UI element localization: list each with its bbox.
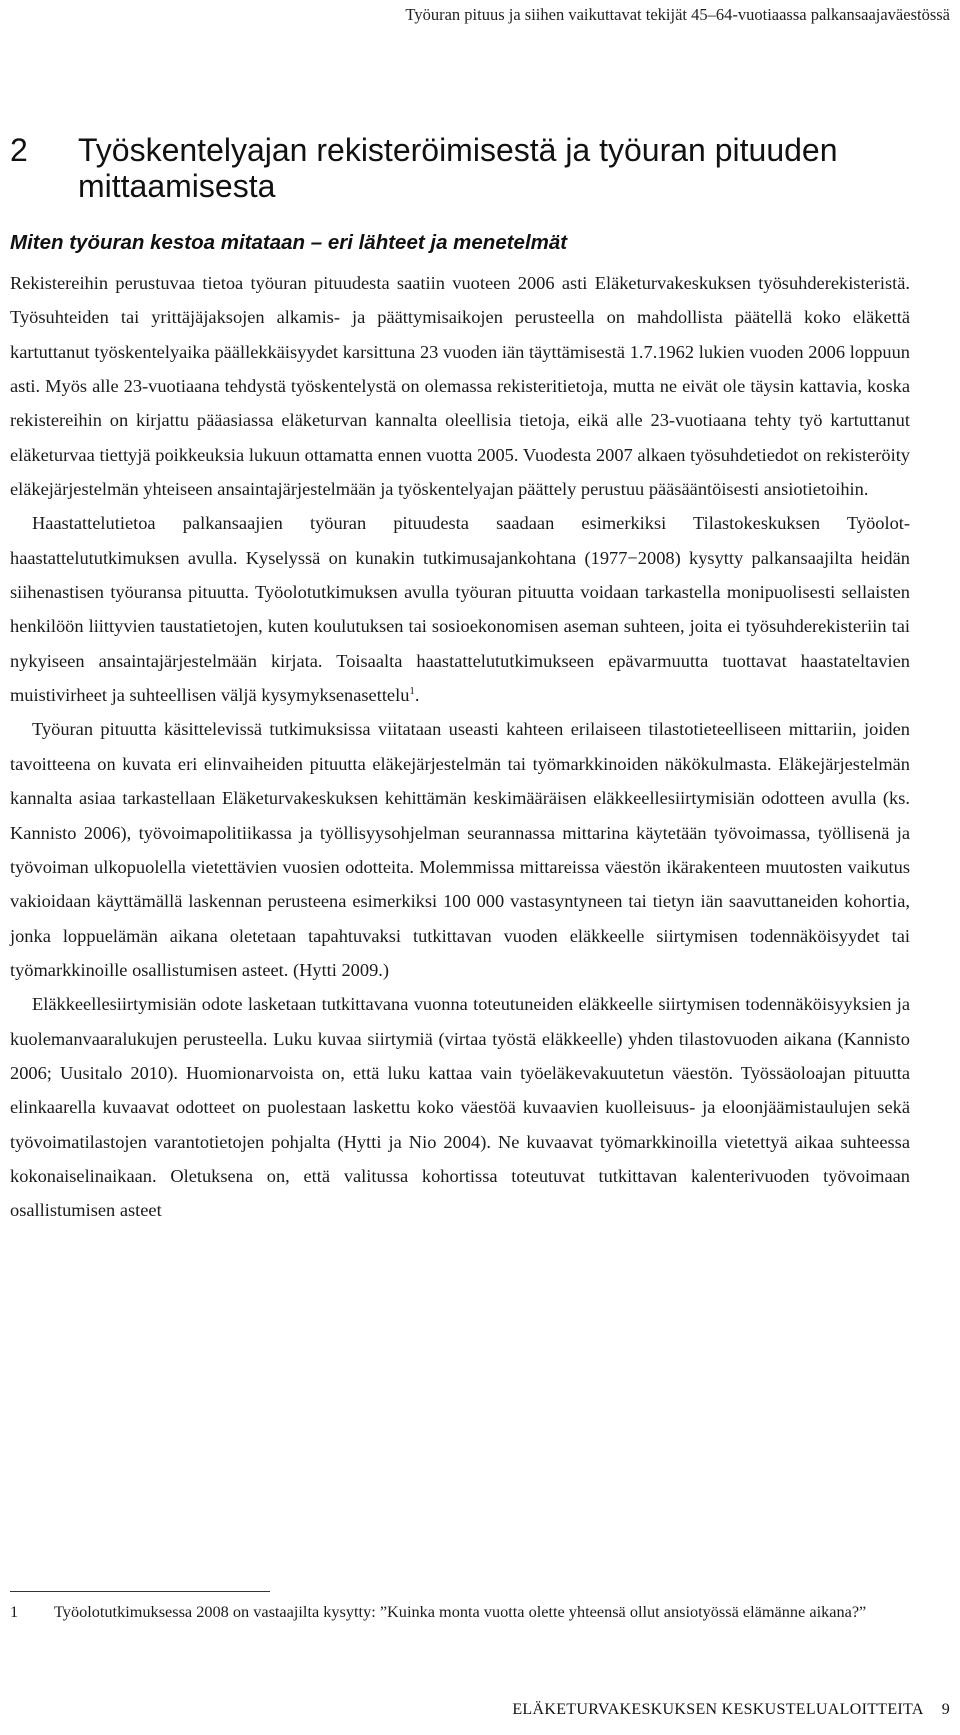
chapter-number: 2 xyxy=(10,132,28,168)
paragraph-3 xyxy=(10,712,910,987)
chapter-heading xyxy=(10,132,910,204)
section-heading: Miten työuran kestoa mitataan – eri lähteet ja menetelmät xyxy=(10,231,568,254)
chapter-title: Työskentelyajan rekisteröimisestä ja työuran pituuden mittaamisesta xyxy=(78,132,838,204)
paragraph-4-text: Eläkkeellesiirtymisiän odote lasketaan tutkittavana vuonna toteutuneiden eläkkeelle siirtymisen todennäköisyyksien ja kuolemanvaaralukujen perusteella. Luku kuvaa siirtymiä (virtaa työstä eläkkeelle) yhden tilastovuoden aikana (Kannisto 2006; Uusitalo 2010). Huomionarvoista on, että luku kattaa vain työeläkevakuutetun väestön. Työssäoloajan pituutta elinkaarella kuvaavat odotteet on puolestaan laskettu koko väestöä kuvaavien kuolleisuus- ja eloonjäämistaulujen sekä työvoimatilastojen varantotietojen pohjalta (Hytti ja Nio 2004). Ne kuvaavat työmarkkinoilla vietettyä aikaa suhteessa kokonaiselinaikaan. Oletuksena on, että valitussa kohortissa toteutuvat tutkittavan kalenterivuoden työvoimaan osallistumisen asteet xyxy=(10,994,910,1221)
page-footer xyxy=(512,1695,950,1725)
footnote-text: Työolotutkimuksessa 2008 on vastaajilta kysytty: ”Kuinka monta vuotta olette yhteensä ollut ansiotyössä elämänne aikana?” xyxy=(54,1602,867,1621)
footnote-reference: 1 xyxy=(409,685,415,697)
footnote xyxy=(10,1600,910,1623)
paragraph-1-text: Rekistereihin perustuvaa tietoa työuran pituudesta saatiin vuoteen 2006 asti Eläketurvakeskuksen työsuhderekisteristä. Työsuhteiden tai yrittäjäjaksojen alkamis- ja päättymisaikojen perusteella on mahdollista päätellä koko eläkettä kartuttanut työskentelyaika päällekkäisyydet karsittuna 23 vuoden iän täyttämisestä 1.7.1962 lukien vuoden 2006 loppuun asti. Myös alle 23-vuotiaana tehdystä työskentelystä on olemassa rekisteritietoja, mutta ne eivät ole täysin kattavia, koska rekistereihin on kirjattu pääasiassa eläketurvan kannalta oleellisia tietoja, eikä alle 23-vuotiaana tehty työ kartuttanut eläketurvaa tiettyjä poikkeuksia lukuun ottamatta ennen vuotta 2005. Vuodesta 2007 alkaen työsuhdetiedot on rekisteröity eläkejärjestelmän yhteiseen ansaintajärjestelmään ja työskentelyajan päättely perustuu pääsääntöisesti ansiotietoihin. xyxy=(10,273,910,500)
running-header: Työuran pituus ja siihen vaikuttavat tekijät 45–64-vuotiaassa palkansaajaväestössä xyxy=(405,5,950,24)
paragraph-2: Haastattelutietoa palkansaajien työuran pituudesta saadaan esimerkiksi Tilastokeskuksen Työolot-haastattelututkimuksen avulla. Kyselyssä on kunakin tutkimusajankohtana (1977−2008) kysytty palkansaajilta heidän siihenastisen työuransa pituutta. Työolotutkimuksen avulla työuran pituutta voidaan tarkastella monipuolisesti sellaisten henkilöön liittyvien taustatietojen, kuten koulutuksen tai sosioekonomisen aseman suhteen, joita ei työsuhderekisteriin tai nykyiseen ansaintajärjestelmään kirjata. Toisaalta haastattelututkimukseen epävarmuutta tuottavat haastateltavien muistivirheet ja suhteellisen väljä kysymyksenasettelu$^1$. xyxy=(10,513,910,706)
paragraph-1 xyxy=(10,266,910,506)
body-text xyxy=(10,266,910,1228)
footer-series-title: ELÄKETURVAKESKUKSEN KESKUSTELUALOITTEITA xyxy=(512,1701,924,1718)
paragraph-2-text: Haastattelutietoa palkansaajien työuran pituudesta saadaan esimerkiksi Tilastokeskuksen Työolot-haastattelututkimuksen avulla. Kyselyssä on kunakin tutkimusajankohtana (1977−2008) kysytty palkansaajilta heidän siihenastisen työuransa pituutta. Työolotutkimuksen avulla työuran pituutta voidaan tarkastella monipuolisesti sellaisten henkilöön liittyvien taustatietojen, kuten koulutuksen tai sosioekonomisen aseman suhteen, joita ei työsuhderekisteriin tai nykyiseen ansaintajärjestelmään kirjata. Toisaalta haastattelututkimukseen epävarmuutta tuottavat haastateltavien muistivirheet ja suhteellisen väljä kysymyksenasettelu xyxy=(10,513,910,706)
paragraph-4 xyxy=(10,987,910,1227)
footnote-divider xyxy=(10,1591,270,1592)
paragraph-3-text: Työuran pituutta käsittelevissä tutkimuksissa viitataan useasti kahteen erilaiseen tilastotieteelliseen mittariin, joiden tavoitteena on kuvata eri elinvaiheiden pituutta eläkejärjestelmän tai työmarkkinoiden näkökulmasta. Eläkejärjestelmän kannalta asiaa tarkastellaan Eläketurvakeskuksen kehittämän keskimääräisen eläkkeellesiirtymisiän odotteen avulla (ks. Kannisto 2006), työvoimapolitiikassa ja työllisyysohjelman seurannassa mittarina käytetään työvoimassa, työllisenä ja työvoiman ulkopuolella vietettävien vuosien odotteita. Molemmissa mittareissa väestön ikärakenteen muutosten vaikutus vakioidaan käyttämällä laskennan perusteena esimerkiksi 100 000 vastasyntyneen tai tietyn iän saavuttaneiden kohortia, jonka loppuelämän aikana oletetaan tapahtuvaksi tutkittavan vuoden eläkkeelle siirtymisen todennäköisyydet tai työmarkkinoille osallistumisen asteet. (Hytti 2009.) xyxy=(10,719,910,980)
footnote-number: 1 xyxy=(10,1602,19,1621)
page-number: 9 xyxy=(941,1701,950,1718)
